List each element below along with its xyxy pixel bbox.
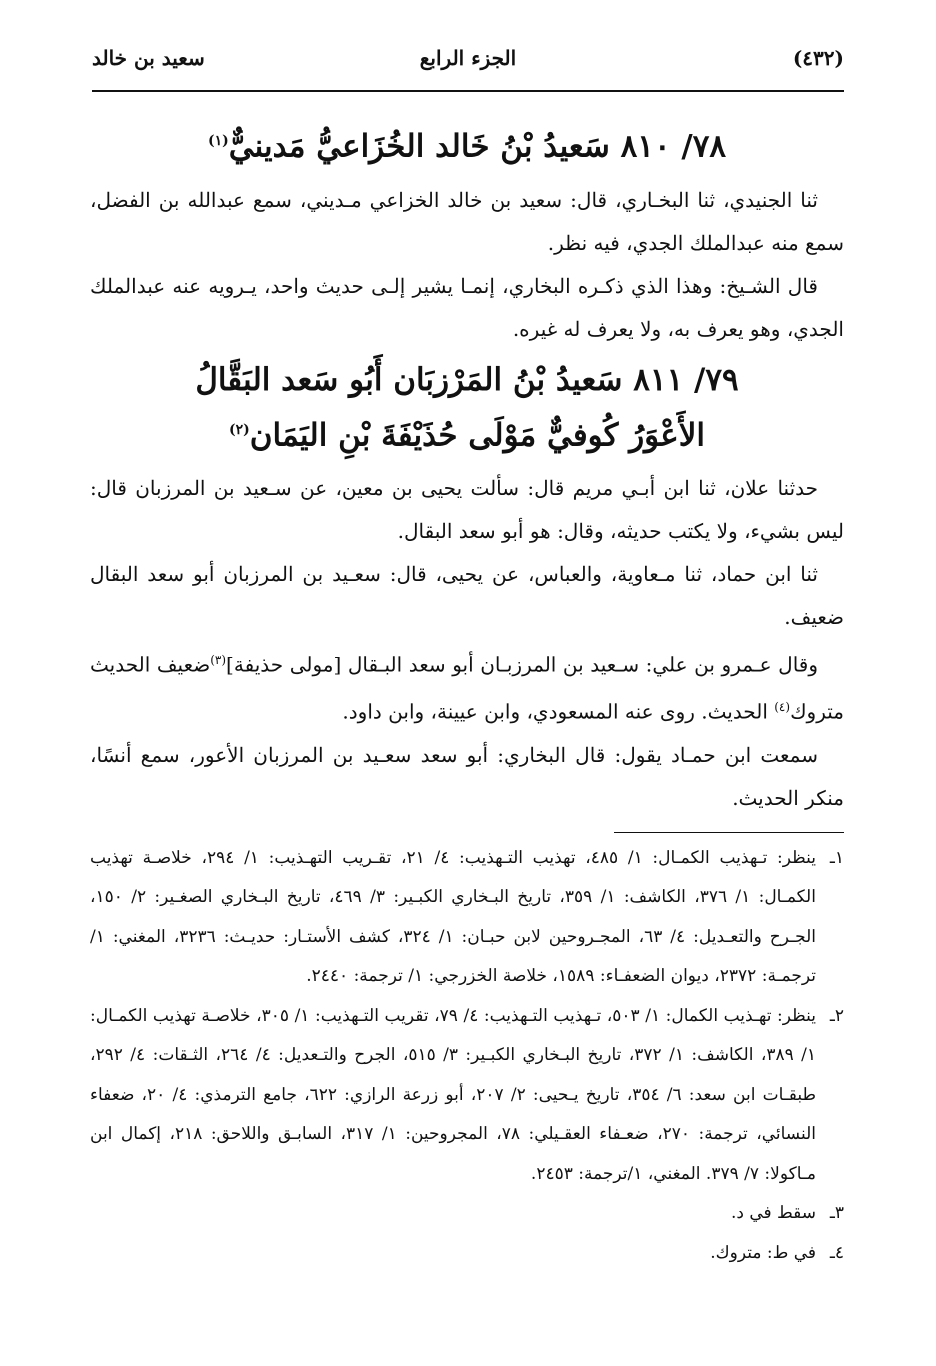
header-rule [92,90,844,92]
footnote-marker: (٤) [774,700,791,715]
page-number: (٤٣٢) [792,46,844,70]
paragraph-text: وقال عـمرو بن علي: سـعيد بن المرزبـان أبو سعد البـقال [مولى حذيفة] [226,652,819,677]
footnote-number: ٤ـ [829,1242,844,1263]
running-entry-name: سعيد بن خالد [92,46,205,70]
paragraph: ثنا ابن حماد، ثنا مـعاوية، والعباس، عن يحيى، قال: سعـيد بن المرزبان أبو سعد البقال ضعيف. [90,561,844,629]
entry-title-line-1: ٧٩/ ٨١١ سَعيدُ بْنُ المَرْزبَان أَبُو سَعد البَقَّالُ [195,362,739,399]
footnote-number: ٢ـ [829,1005,844,1026]
entry-title [90,116,844,171]
footnote-marker: (١) [207,133,229,149]
entry-title-line-2: الأَعْوَرُ كُوفيٌّ مَوْلَى حُذَيْفَةَ بْنِ اليَمَان [249,417,705,454]
footnote-marker: (٣) [210,652,227,667]
paragraph: سمعت ابن حمـاد يقول: قال البخاري: أبو سعد سعـيد بن المرزبان الأعور، سمع أنسًا، منكر الحديث. [90,742,844,810]
footnote-separator [614,832,844,833]
page-header [92,40,844,100]
footnote-text: ينظر: تهـذيب الكمال: ١/ ٥٠٣، تـهذيب التـهذيب: ٤/ ٧٩، تقريب التـهذيب: ١/ ٣٠٥، خلاصـة تهذيب الكمـال: ١/ ٣٨٩، الكاشف: ١/ ٣٧٢، تاريخ البـخاري الكبـير: ٣/ ٥١٥، الجرح والتـعديل: ٤/ ٢٦٤، الثـقات: ٤/ ٢٩٢، طبقـات ابن سعد: ٦/ ٣٥٤، تاريخ يـحيى: ٢/ ٢٠٧، أبو زرعة الرازي: ٦٢٢، جامع الترمذي: ٤/ ٢٠، ضعفاء النسائي، ترجمة: ٢٧٠، ضعـفاء العقـيلي: ٧٨، المجروحين: ١/ ٣١٧، السابـق واللاحق: ٢١٨، إكمال ابن مـاكولا: ٧/ ٣٧٩. المغني، ١/ترجمة: ٢٤٥٣. [90,1005,816,1184]
paragraph: قال الشـيخ: وهذا الذي ذكـره البخاري، إنمـا يشير إلـى حديث واحد، يـرويه عنه عبدالملك الجدي، وهو يعرف به، ولا يعرف له غيره. [90,274,844,342]
page-body [90,108,844,1273]
footnote-text: في ط: متروك. [710,1242,816,1263]
paragraph: حدثنا علان، ثنا ابن أبـي مريم قال: سألت يحيى بن معين، عن سـعيد بن المرزبان قال: ليس بشيء، ولا يكتب حديثه، وقال: هو أبو سعد البقال. [90,475,844,543]
footnote-number: ٣ـ [829,1203,844,1224]
footnote-marker: (٢) [229,422,250,439]
footnote-text: سقط في د. [730,1203,816,1224]
footnote [90,839,844,997]
paragraph [90,639,844,734]
paragraph: ثنا الجنيدي، ثنا البخـاري، قال: سعيد بن خالد الخزاعي مـديني، سمع عبدالله بن الفضل، سمع منه عبدالملك الجدي، فيه نظر. [90,188,844,256]
footnote [90,1234,844,1274]
footnote [90,1194,844,1234]
entry-title [90,355,844,460]
paragraph-text: الحديث. روى عنه المسعودي، وابن عيينة، وابن داود. [342,699,775,724]
paragraph-text: ضعيف الحديث متروك [90,652,844,724]
footnote [90,997,844,1195]
footnotes [90,839,844,1274]
footnote-number: ١ـ [829,847,844,868]
volume-title: الجزء الرابع [419,46,517,70]
footnote-text: ينظر: تـهذيب الكمـال: ١/ ٤٨٥، تهذيب التـهذيب: ٤/ ٢١، تقـريب التهـذيب: ١/ ٢٩٤، خلاصـة تهذيب الكمـال: ١/ ٣٧٦، الكاشف: ١/ ٣٥٩، تاريخ البـخاري الكبـير: ٣/ ٤٦٩، تاريخ البـخاري الصغـير: ٢/ ١٥٠، الجـرح والتعـديل: ٤/ ٦٣، المجـروحين لابن حبـان: ١/ ٣٢٤، كشف الأستـار: حديـث: ٣٢٣٦، المغني: ١/ ترجمـة: ٢٣٧٢، ديوان الضعفـاء: ١٥٨٩، خلاصة الخزرجي: ١/ ترجمة: ٢٤٤٠. [90,847,816,987]
entry-title-text: ٧٨/ ٨١٠ سَعيدُ بْنُ خَالد الخُزَاعيُّ مَدينيٌّ [228,128,727,165]
